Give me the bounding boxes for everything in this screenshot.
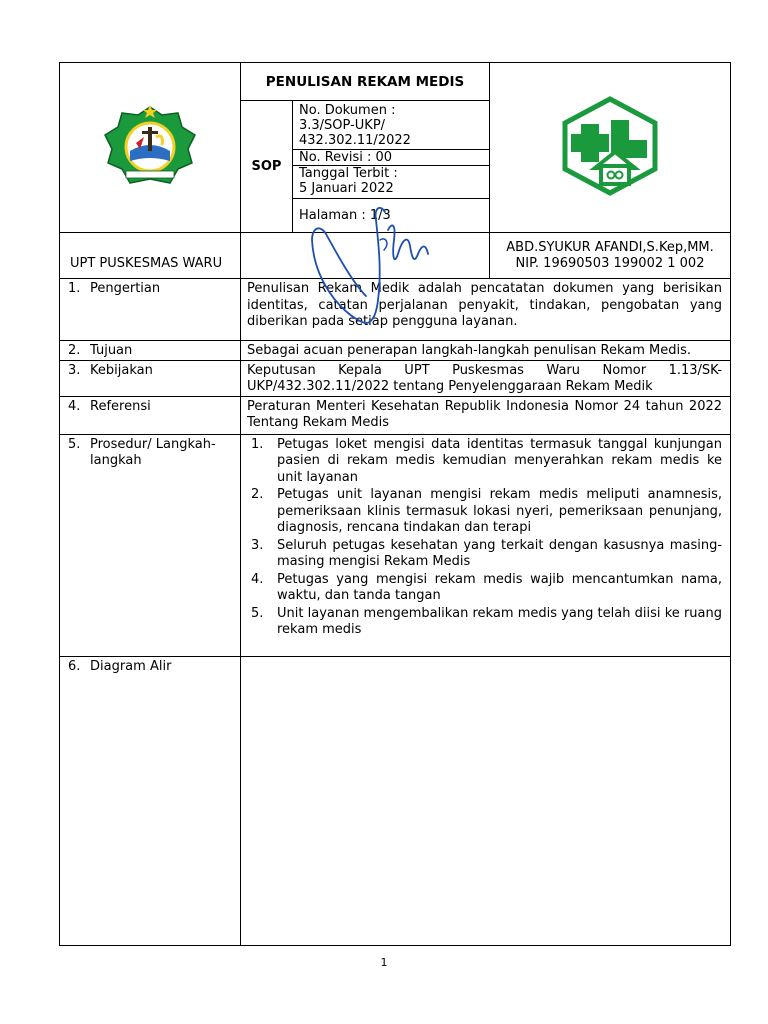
row-number: 1. <box>68 281 81 296</box>
signer-block <box>490 233 731 279</box>
row-number: 4. <box>68 398 81 414</box>
regional-logo-cell <box>60 63 241 233</box>
step-number: 5. <box>251 605 264 621</box>
signer-name: ABD.SYUKUR AFANDI,S.Kep,MM. <box>506 239 714 255</box>
procedure-step <box>247 606 722 639</box>
procedure-step <box>247 437 722 487</box>
row-number: 6. <box>68 658 81 674</box>
row-label <box>60 360 241 396</box>
page-number: 1 <box>380 956 388 969</box>
document-title: PENULISAN REKAM MEDIS <box>241 63 490 101</box>
document-number-value-1: 3.3/SOP-UKP/ <box>299 118 386 133</box>
procedure-step <box>247 538 722 571</box>
row-label-text: Diagram Alir <box>90 658 172 674</box>
document-number <box>293 101 490 150</box>
signature-cell <box>241 233 490 279</box>
step-text: Petugas yang mengisi rekam medis wajib mencantumkan nama, waktu, dan tanda tangan <box>277 571 723 603</box>
row-label-text: Referensi <box>90 398 151 414</box>
revision-number: No. Revisi : 00 <box>293 150 490 166</box>
row-label <box>60 279 241 341</box>
page-count: Halaman : 1/3 <box>293 199 490 233</box>
procedure-step-list <box>247 437 722 639</box>
row-label <box>60 341 241 361</box>
signer-nip: NIP. 19690503 199002 1 002 <box>515 255 705 271</box>
procedure-steps <box>241 434 731 656</box>
row-label-text: Pengertian <box>90 281 161 296</box>
step-text: Petugas unit layanan mengisi rekam medis meliputi anamnesis, pemeriksaan klinis termasuk lokasi nyeri, pemeriksaan penunjang, diagnosis, rencana tindakan dan terapi <box>277 487 723 535</box>
step-number: 4. <box>251 571 264 587</box>
sop-label: SOP <box>241 101 293 233</box>
sop-table <box>59 62 731 946</box>
row-value: Sebagai acuan penerapan langkah-langkah penulisan Rekam Medis. <box>241 341 731 361</box>
step-text: Seluruh petugas kesehatan yang terkait dengan kasusnya masing-masing mengisi Rekam Medis <box>277 537 723 569</box>
row-label-text: Prosedur/ Langkah-langkah <box>90 436 216 468</box>
regency-emblem-icon <box>100 103 200 189</box>
issue-date-label: Tanggal Terbit : <box>299 166 398 181</box>
diagram-area <box>241 656 731 946</box>
row-number: 3. <box>68 362 81 378</box>
step-number: 1. <box>251 436 264 452</box>
row-value: Keputusan Kepala UPT Puskesmas Waru Nomor 1.13/SK-UKP/432.302.11/2022 tentang Penyelenggaraan Rekam Medik <box>241 360 731 396</box>
issue-date <box>293 166 490 199</box>
row-number: 2. <box>68 343 81 358</box>
procedure-step <box>247 487 722 537</box>
step-text: Petugas loket mengisi data identitas termasuk tanggal kunjungan pasien di rekam medis kemudian menyerahkan rekam medis ke unit layanan <box>277 436 723 485</box>
step-text: Unit layanan mengembalikan rekam medis yang telah diisi ke ruang rekam medis <box>277 605 723 637</box>
row-value: Penulisan Rekam Medik adalah pencatatan dokumen yang berisikan identitas, catatan perjalanan penyakit, tindakan, pengobatan yang diberikan pada setiap pengguna layanan. <box>241 279 731 341</box>
document-number-value-2: 432.302.11/2022 <box>299 133 411 148</box>
issue-date-value: 5 Januari 2022 <box>299 181 394 196</box>
step-number: 3. <box>251 537 264 553</box>
puskesmas-logo-icon <box>555 96 665 196</box>
procedure-step <box>247 572 722 605</box>
procedure-label <box>60 434 241 656</box>
row-label-text: Tujuan <box>90 343 133 358</box>
row-number: 5. <box>68 436 81 452</box>
diagram-label <box>60 656 241 946</box>
document-number-label: No. Dokumen : <box>299 103 396 118</box>
row-label-text: Kebijakan <box>90 362 153 378</box>
row-label <box>60 396 241 434</box>
puskesmas-logo-cell <box>490 63 731 233</box>
step-number: 2. <box>251 487 264 502</box>
organization-name: UPT PUSKESMAS WARU <box>60 233 241 279</box>
row-value: Peraturan Menteri Kesehatan Republik Indonesia Nomor 24 tahun 2022 Tentang Rekam Medis <box>241 396 731 434</box>
